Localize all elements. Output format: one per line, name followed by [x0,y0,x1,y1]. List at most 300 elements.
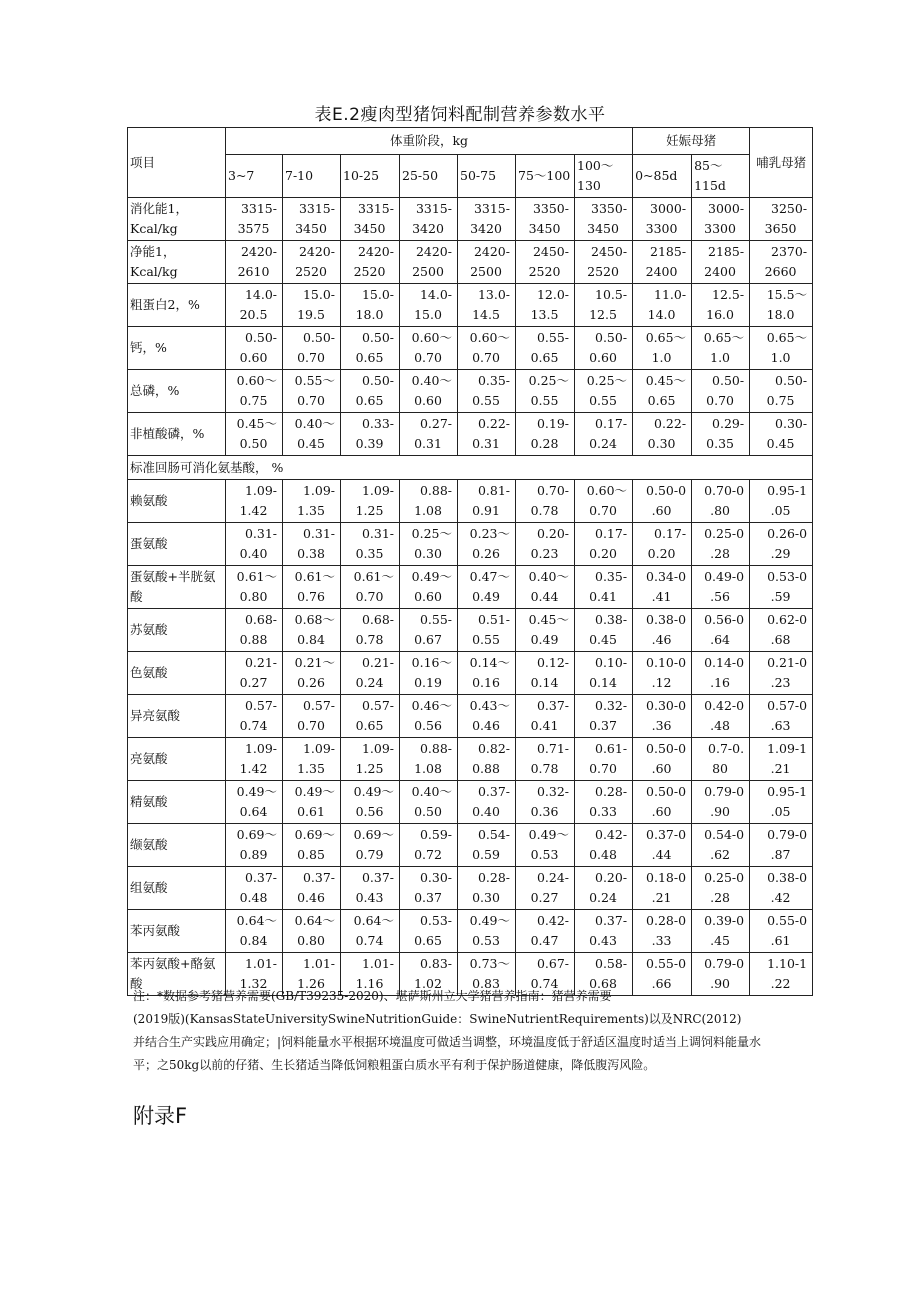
row-label: 组氨酸 [128,867,226,910]
cell-value-high: 0.46 [472,718,500,733]
cell-value-low: 3000- [708,201,745,216]
cell-value-high: 0.65 [414,933,442,948]
cell-value-low: 0.47～ [469,569,510,584]
cell-value-high: 2520 [353,264,386,279]
cell-value-high: 0.70 [297,718,325,733]
cell-value-low: 0.25-0 [704,526,745,541]
cell-value-low: 15.0- [302,287,335,302]
cell-value-low: 0.27- [419,416,452,431]
cell-value-high: 0.53 [472,933,500,948]
cell-value-low: 0.62-0 [767,612,808,627]
cell-value-high: 0.14 [530,675,559,690]
cell-value-low: 0.69～ [353,827,394,842]
table-cell [692,781,750,824]
cell-value-low: 0.37- [302,870,335,885]
table-cell [458,738,516,781]
cell-value-high: .36 [651,718,672,733]
cell-value-high: 2500 [412,264,444,279]
table-cell [400,327,458,370]
table-cell [516,241,575,284]
cell-value-high: 0.36 [530,804,559,819]
cell-value-low: 0.50- [361,373,394,388]
table-cell [633,824,692,867]
appendix-heading: 附录F [133,1104,188,1128]
header-lactation: 哺乳母猪 [750,128,813,198]
cell-value-high: 2660 [764,264,797,279]
table-title: 表E.2瘦肉型猪饲料配制营养参数水平 [314,105,606,125]
table-cell [226,327,283,370]
cell-value-high: 80 [712,761,729,776]
stage-header-0: 3~7 [226,155,283,198]
cell-value-high: 0.43 [589,933,617,948]
cell-value-high: .87 [770,847,791,862]
cell-value-low: 0.59- [419,827,452,842]
cell-value-high: 1.08 [414,503,442,518]
table-cell [341,370,400,413]
cell-value-low: 0.69～ [294,827,335,842]
cell-value-high: 0.61 [297,804,325,819]
cell-value-low: 0.49～ [353,784,394,799]
cell-value-high: .29 [770,546,791,561]
table-cell [341,566,400,609]
table-cell [341,609,400,652]
cell-value-low: 0.79-0 [767,827,808,842]
cell-value-low: 0.50- [712,373,745,388]
table-cell [750,523,813,566]
table-cell [633,738,692,781]
table-cell [226,241,283,284]
cell-value-high: 0.37 [414,890,442,905]
cell-value-high: .63 [770,718,791,733]
table-cell [400,695,458,738]
table-cell [283,198,341,241]
cell-value-low: 0.30-0 [646,698,687,713]
table-cell [458,370,516,413]
table-cell [400,867,458,910]
cell-value-high: 0.78 [355,632,384,647]
cell-value-low: 0.37- [361,870,394,885]
cell-value-high: .46 [651,632,672,647]
cell-value-low: 0.37- [477,784,510,799]
cell-value-low: 0.37- [595,913,628,928]
table-cell [283,781,341,824]
table-cell [341,652,400,695]
table-cell [341,284,400,327]
cell-value-low: 0.55-0 [767,913,808,928]
table-row [128,910,813,953]
cell-value-low: 0.30- [419,870,452,885]
cell-value-high: 0.59 [472,847,500,862]
table-cell [516,327,575,370]
row-label: 蛋氨酸+半胱氨酸 [128,566,226,609]
cell-value-high: 0.70 [706,393,734,408]
cell-value-high: 1.0 [770,350,791,365]
cell-value-low: 11.0- [654,287,687,302]
cell-value-low: 0.40～ [528,569,569,584]
cell-value-low: 0.55～ [294,373,335,388]
cell-value-high: .45 [710,933,731,948]
table-cell [341,480,400,523]
cell-value-low: 14.0- [244,287,277,302]
table-row [128,566,813,609]
cell-value-low: 0.25～ [411,526,452,541]
cell-value-low: 13.0- [477,287,510,302]
table-cell [575,370,633,413]
table-cell [458,198,516,241]
table-cell [341,824,400,867]
cell-value-low: 1.09- [302,483,335,498]
cell-value-low: 0.10- [595,655,628,670]
cell-value-low: 0.49～ [411,569,452,584]
cell-value-low: 0.95-1 [767,483,808,498]
cell-value-low: 0.65～ [645,330,687,345]
cell-value-low: 0.45～ [236,416,277,431]
table-cell [458,910,516,953]
table-cell [750,824,813,867]
cell-value-high: 0.84 [297,632,325,647]
table-cell [341,523,400,566]
row-label: 色氨酸 [128,652,226,695]
cell-value-high: 0.53 [530,847,559,862]
cell-value-high: 3650 [764,221,797,236]
cell-value-low: 0.82- [477,741,510,756]
table-cell [633,781,692,824]
cell-value-high: 0.78 [530,503,559,518]
cell-value-low: 0.18-0 [646,870,687,885]
cell-value-low: 0.37- [536,698,569,713]
cell-value-high: .90 [710,804,731,819]
cell-value-high: 1.35 [297,503,325,518]
cell-value-high: 0.35 [706,436,734,451]
cell-value-low: 0.19- [536,416,569,431]
table-cell [633,910,692,953]
cell-value-high: 0.20 [589,546,617,561]
cell-value-low: 0.54-0 [704,827,745,842]
cell-value-high: .62 [710,847,731,862]
cell-value-low: 12.0- [536,287,569,302]
cell-value-high: 0.79 [355,847,384,862]
cell-value-low: 3315- [298,201,335,216]
cell-value-low: 0.71- [536,741,569,756]
table-row [128,781,813,824]
cell-value-low: 0.81- [477,483,510,498]
cell-value-low: 0.79-0 [704,784,745,799]
table-cell [341,738,400,781]
cell-value-high: 1.0 [710,350,731,365]
cell-value-low: 1.09- [361,741,394,756]
cell-value-low: 0.49～ [294,784,335,799]
cell-value-high: 0.31 [472,436,500,451]
table-cell [226,480,283,523]
cell-value-high: 2520 [528,264,561,279]
cell-value-high: 0.83 [472,976,500,991]
cell-value-low: 0.64～ [353,913,394,928]
cell-value-high: 0.38 [297,546,325,561]
cell-value-high: 0.19 [414,675,442,690]
table-cell [400,781,458,824]
table-cell [750,327,813,370]
cell-value-high: 0.70 [414,350,442,365]
cell-value-low: 0.50- [244,330,277,345]
cell-value-high: 0.74 [355,933,384,948]
cell-value-low: 0.34-0 [646,569,687,584]
cell-value-high: .42 [770,890,791,905]
cell-value-low: 0.50- [775,373,808,388]
table-cell [750,480,813,523]
table-cell [458,523,516,566]
cell-value-low: 1.10-1 [767,956,808,971]
table-row [128,652,813,695]
cell-value-high: 0.30 [647,436,676,451]
table-cell [283,609,341,652]
table-cell [341,695,400,738]
table-cell [400,370,458,413]
table-cell [283,523,341,566]
table-cell [341,327,400,370]
table-cell [575,910,633,953]
table-row [128,370,813,413]
cell-value-high: 1.25 [355,761,384,776]
cell-value-high: 0.55 [530,393,559,408]
table-cell [575,480,633,523]
cell-value-low: 15.0- [361,287,394,302]
table-cell [283,241,341,284]
cell-value-low: 0.61～ [236,569,277,584]
row-label: 净能1，Kcal/kg [128,241,226,284]
table-cell [692,523,750,566]
cell-value-high: 0.27 [530,890,559,905]
cell-value-low: 0.61～ [353,569,394,584]
cell-value-low: 0.33- [361,416,394,431]
table-cell [341,413,400,456]
table-cell [226,370,283,413]
cell-value-low: 0.57- [361,698,394,713]
table-cell [516,910,575,953]
cell-value-high: 1.02 [414,976,442,991]
table-cell [692,480,750,523]
table-cell [283,695,341,738]
table-cell [516,652,575,695]
cell-value-low: 0.25～ [586,373,628,388]
cell-value-high: 0.70 [589,761,617,776]
table-cell [400,480,458,523]
cell-value-low: 0.31- [361,526,394,541]
cell-value-high: 3450 [587,221,619,236]
cell-value-high: 0.76 [297,589,325,604]
cell-value-low: 0.88- [419,741,452,756]
table-cell [516,824,575,867]
cell-value-high: 3450 [295,221,327,236]
table-cell [750,241,813,284]
cell-value-low: 0.38-0 [646,612,687,627]
table-cell [750,284,813,327]
cell-value-high: 0.49 [472,589,500,604]
cell-value-high: 0.75 [239,393,268,408]
cell-value-high: 0.35 [355,546,384,561]
cell-value-low: 0.21- [361,655,394,670]
table-cell [341,198,400,241]
cell-value-low: 3315- [473,201,510,216]
cell-value-low: 0.88- [419,483,452,498]
cell-value-low: 0.37-0 [646,827,687,842]
table-cell [516,566,575,609]
cell-value-low: 0.68～ [294,612,335,627]
amino-acid-section-header: 标准回肠可消化氨基酸， % [128,456,813,480]
table-cell [575,413,633,456]
cell-value-high: 0.39 [355,436,384,451]
cell-value-low: 15.5～ [766,287,808,302]
cell-value-high: 0.49 [530,632,559,647]
cell-value-low: 3315- [357,201,394,216]
cell-value-high: 0.26 [297,675,325,690]
table-cell [575,695,633,738]
table-cell [633,695,692,738]
cell-value-low: 0.32- [536,784,569,799]
cell-value-low: 0.55- [536,330,569,345]
cell-value-high: 0.55 [472,632,500,647]
cell-value-high: 1.42 [239,503,268,518]
cell-value-low: 1.01- [302,956,335,971]
cell-value-high: 1.42 [239,761,268,776]
cell-value-high: 1.0 [651,350,672,365]
cell-value-high: .80 [710,503,731,518]
cell-value-high: .05 [770,503,791,518]
cell-value-high: 1.26 [297,976,325,991]
cell-value-low: 0.25-0 [704,870,745,885]
cell-value-high: 0.68 [589,976,617,991]
cell-value-low: 0.50-0 [646,784,687,799]
cell-value-low: 0.65～ [766,330,808,345]
stage-header-8: 85～115d [692,155,750,198]
table-cell [458,781,516,824]
cell-value-low: 1.01- [244,956,277,971]
cell-value-high: 16.0 [706,307,734,322]
cell-value-high: 0.80 [297,933,325,948]
table-cell [226,781,283,824]
table-cell [341,241,400,284]
cell-value-high: 0.60 [589,350,617,365]
cell-value-high: 0.75 [766,393,795,408]
cell-value-high: 0.37 [589,718,617,733]
cell-value-low: 0.83- [419,956,452,971]
table-row [128,198,813,241]
table-cell [516,413,575,456]
cell-value-high: 0.14 [589,675,617,690]
cell-value-high: .64 [710,632,731,647]
cell-value-high: .22 [770,976,791,991]
cell-value-low: 0.53- [419,913,452,928]
cell-value-low: 1.09- [302,741,335,756]
table-row [128,738,813,781]
table-cell [400,824,458,867]
cell-value-high: 0.48 [589,847,617,862]
cell-value-high: 18.0 [355,307,384,322]
cell-value-high: 0.70 [297,350,325,365]
cell-value-low: 0.20- [536,526,569,541]
cell-value-low: 0.35- [477,373,510,388]
table-cell [226,566,283,609]
cell-value-high: 0.43 [355,890,384,905]
table-cell [575,523,633,566]
cell-value-low: 0.21- [244,655,277,670]
table-cell [226,284,283,327]
stage-header-1: 7-10 [283,155,341,198]
cell-value-high: 1.25 [355,503,384,518]
table-cell [400,198,458,241]
table-cell [750,609,813,652]
cell-value-high: 0.30 [414,546,442,561]
cell-value-low: 2420- [357,244,394,259]
cell-value-low: 0.43～ [469,698,510,713]
table-cell [692,738,750,781]
cell-value-low: 2420- [240,244,277,259]
table-cell [575,867,633,910]
stage-header-5: 75～100 [516,155,575,198]
table-cell [633,867,692,910]
row-label: 钙，% [128,327,226,370]
cell-value-low: 2450- [591,244,628,259]
cell-value-low: 1.09- [244,483,277,498]
table-cell [692,413,750,456]
cell-value-low: 0.68- [244,612,277,627]
cell-value-low: 0.69～ [236,827,277,842]
cell-value-low: 3315- [415,201,452,216]
table-cell [283,652,341,695]
table-cell [458,480,516,523]
cell-value-high: .41 [651,589,672,604]
row-label: 亮氨酸 [128,738,226,781]
cell-value-low: 0.39-0 [704,913,745,928]
cell-value-low: 0.12- [536,655,569,670]
cell-value-high: 0.67 [414,632,442,647]
table-cell [458,413,516,456]
cell-value-high: 0.31 [414,436,442,451]
table-cell [633,609,692,652]
table-cell [575,824,633,867]
row-label: 总磷，% [128,370,226,413]
row-label: 缬氨酸 [128,824,226,867]
table-cell [458,652,516,695]
table-cell [575,241,633,284]
cell-value-low: 0.56-0 [704,612,745,627]
table-cell [750,738,813,781]
table-cell [341,781,400,824]
cell-value-low: 0.35- [595,569,628,584]
cell-value-low: 0.50-0 [646,483,687,498]
cell-value-high: 0.40 [472,804,500,819]
cell-value-low: 10.5- [595,287,628,302]
table-cell [575,652,633,695]
cell-value-high: .61 [770,933,791,948]
cell-value-high: .12 [651,675,672,690]
cell-value-high: 3420 [412,221,444,236]
cell-value-low: 0.21-0 [767,655,808,670]
table-cell [283,738,341,781]
row-label: 粗蛋白2，% [128,284,226,327]
cell-value-high: 0.24 [589,890,617,905]
table-cell [633,523,692,566]
cell-value-low: 2185- [650,244,687,259]
cell-value-low: 0.17- [595,526,628,541]
cell-value-high: 0.47 [530,933,559,948]
cell-value-high: 0.48 [239,890,268,905]
cell-value-high: .21 [770,761,791,776]
cell-value-high: 0.65 [355,718,384,733]
cell-value-low: 0.25～ [528,373,569,388]
table-cell [633,370,692,413]
cell-value-high: 0.28 [530,436,559,451]
cell-value-high: 2520 [295,264,327,279]
